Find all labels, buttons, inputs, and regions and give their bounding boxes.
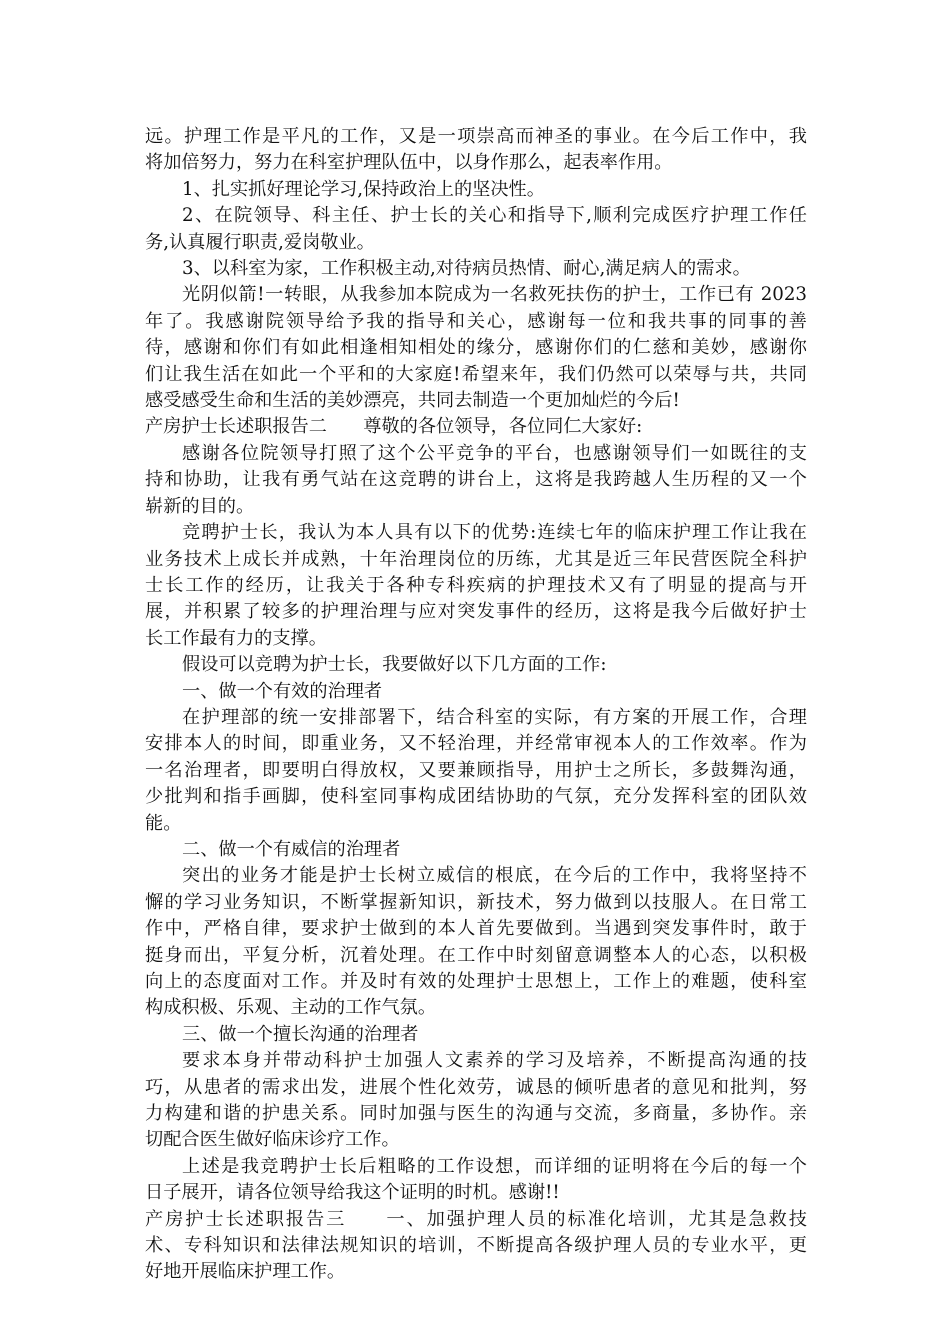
text-line: 假设可以竞聘为护士长，我要做好以下几方面的工作: — [182, 654, 607, 676]
text-line: 切配合医生做好临床诊疗工作。 — [145, 1129, 400, 1151]
text-line: 们让我生活在如此一个平和的大家庭!希望来年，我们仍然可以荣辱与共，共同 — [145, 363, 807, 385]
text-line: 业务技术上成长并成熟，十年治理岗位的历练，尤其是近三年民营医院全科护 — [145, 548, 807, 570]
text-line: 上述是我竞聘护士长后粗略的工作设想，而详细的证明将在今后的每一个 — [182, 1155, 807, 1177]
text-line: 突出的业务才能是护士长树立威信的根底，在今后的工作中，我将坚持不 — [182, 865, 807, 887]
text-line: 竞聘护士长，我认为本人具有以下的优势:连续七年的临床护理工作让我在 — [182, 522, 807, 544]
text-line: 能。 — [145, 812, 182, 834]
text-line: 在护理部的统一安排部署下，结合科室的实际，有方案的开展工作，合理 — [182, 706, 807, 728]
text-line: 务,认真履行职责,爱岗敬业。 — [145, 231, 375, 253]
text-line: 感受感受生命和生活的美妙漂亮，共同去制造一个更加灿烂的今后! — [145, 390, 680, 412]
text-line: 向上的态度面对工作。并及时有效的处理护士思想上，工作上的难题，使科室 — [145, 971, 807, 992]
text-line: 产房护士长述职报告三 一、加强护理人员的标准化培训，尤其是急救技 — [145, 1208, 807, 1230]
text-line: 光阴似箭!一转眼，从我参加本院成为一名救死扶伤的护士，工作已有 2023 — [182, 284, 807, 306]
text-line: 构成积极、乐观、主动的工作气氛。 — [145, 997, 437, 1019]
text-line: 一名治理者，即要明白得放权，又要兼顾指导，用护士之所长，多鼓舞沟通， — [145, 759, 807, 781]
text-line: 二、做一个有威信的治理者 — [182, 838, 401, 860]
text-line: 力构建和谐的护患关系。同时加强与医生的沟通与交流，多商量，多协作。亲 — [145, 1103, 807, 1125]
text-line: 崭新的目的。 — [145, 495, 255, 517]
text-line: 少批判和指手画脚，使科室同事构成团结协助的气氛，充分发挥科室的团队效 — [145, 786, 807, 808]
text-line: 要求本身并带动科护士加强人文素养的学习及培养，不断提高沟通的技 — [182, 1050, 807, 1072]
text-line: 三、做一个擅长沟通的治理者 — [182, 1023, 419, 1045]
text-line: 术、专科知识和法律法规知识的培训，不断提高各级护理人员的专业水平，更 — [145, 1235, 807, 1257]
text-line: 将加倍努力，努力在科室护理队伍中，以身作那么，起表率作用。 — [145, 152, 673, 174]
text-line: 3、以科室为家，工作积极主动,对待病员热情、耐心,满足病人的需求。 — [182, 258, 751, 280]
text-line: 待，感谢和你们有如此相逢相知相处的缘分，感谢你们的仁慈和美妙，感谢你 — [145, 337, 807, 359]
text-line: 年了。我感谢院领导给予我的指导和关心，感谢每一位和我共事的同事的善 — [145, 310, 807, 332]
text-line: 日子展开，请各位领导给我这个证明的时机。感谢!! — [145, 1182, 560, 1204]
document-body — [145, 124, 807, 1286]
text-line: 远。护理工作是平凡的工作，又是一项崇高而神圣的事业。在今后工作中，我 — [145, 126, 807, 147]
text-line: 展，并积累了较多的护理治理与应对突发事件的经历，这将是我今后做好护士 — [145, 601, 807, 623]
text-line: 一、做一个有效的治理者 — [182, 680, 383, 702]
text-line: 2、在院领导、科主任、护士长的关心和指导下,顺利完成医疗护理工作任 — [182, 205, 807, 227]
text-line: 感谢各位院领导打照了这个公平竞争的平台，也感谢领导们一如既往的支 — [182, 442, 807, 464]
text-line: 产房护士长述职报告二 尊敬的各位领导，各位同仁大家好: — [145, 416, 643, 438]
text-line: 持和协助，让我有勇气站在这竞聘的讲台上，这将是我跨越人生历程的又一个 — [145, 469, 807, 491]
text-line: 好地开展临床护理工作。 — [145, 1261, 346, 1283]
text-line: 士长工作的经历，让我关于各种专科疾病的护理技术又有了明显的提高与开 — [145, 574, 807, 596]
text-line: 长工作最有力的支撑。 — [145, 627, 327, 649]
text-line: 1、扎实抓好理论学习,保持政治上的坚决性。 — [182, 178, 545, 200]
text-line: 作中，严格自律，要求护士做到的本人首先要做到。当遇到突发事件时，敢于 — [145, 918, 807, 940]
text-line: 挺身而出，平复分析，沉着处理。在工作中时刻留意调整本人的心态，以积极 — [145, 944, 807, 966]
text-line: 安排本人的时间，即重业务，又不轻治理，并经常审视本人的工作效率。作为 — [145, 733, 807, 755]
text-line: 懈的学习业务知识，不断掌握新知识，新技术，努力做到以技服人。在日常工 — [145, 891, 807, 913]
text-line: 巧，从患者的需求出发，进展个性化效劳，诚恳的倾听患者的意见和批判，努 — [145, 1076, 807, 1098]
